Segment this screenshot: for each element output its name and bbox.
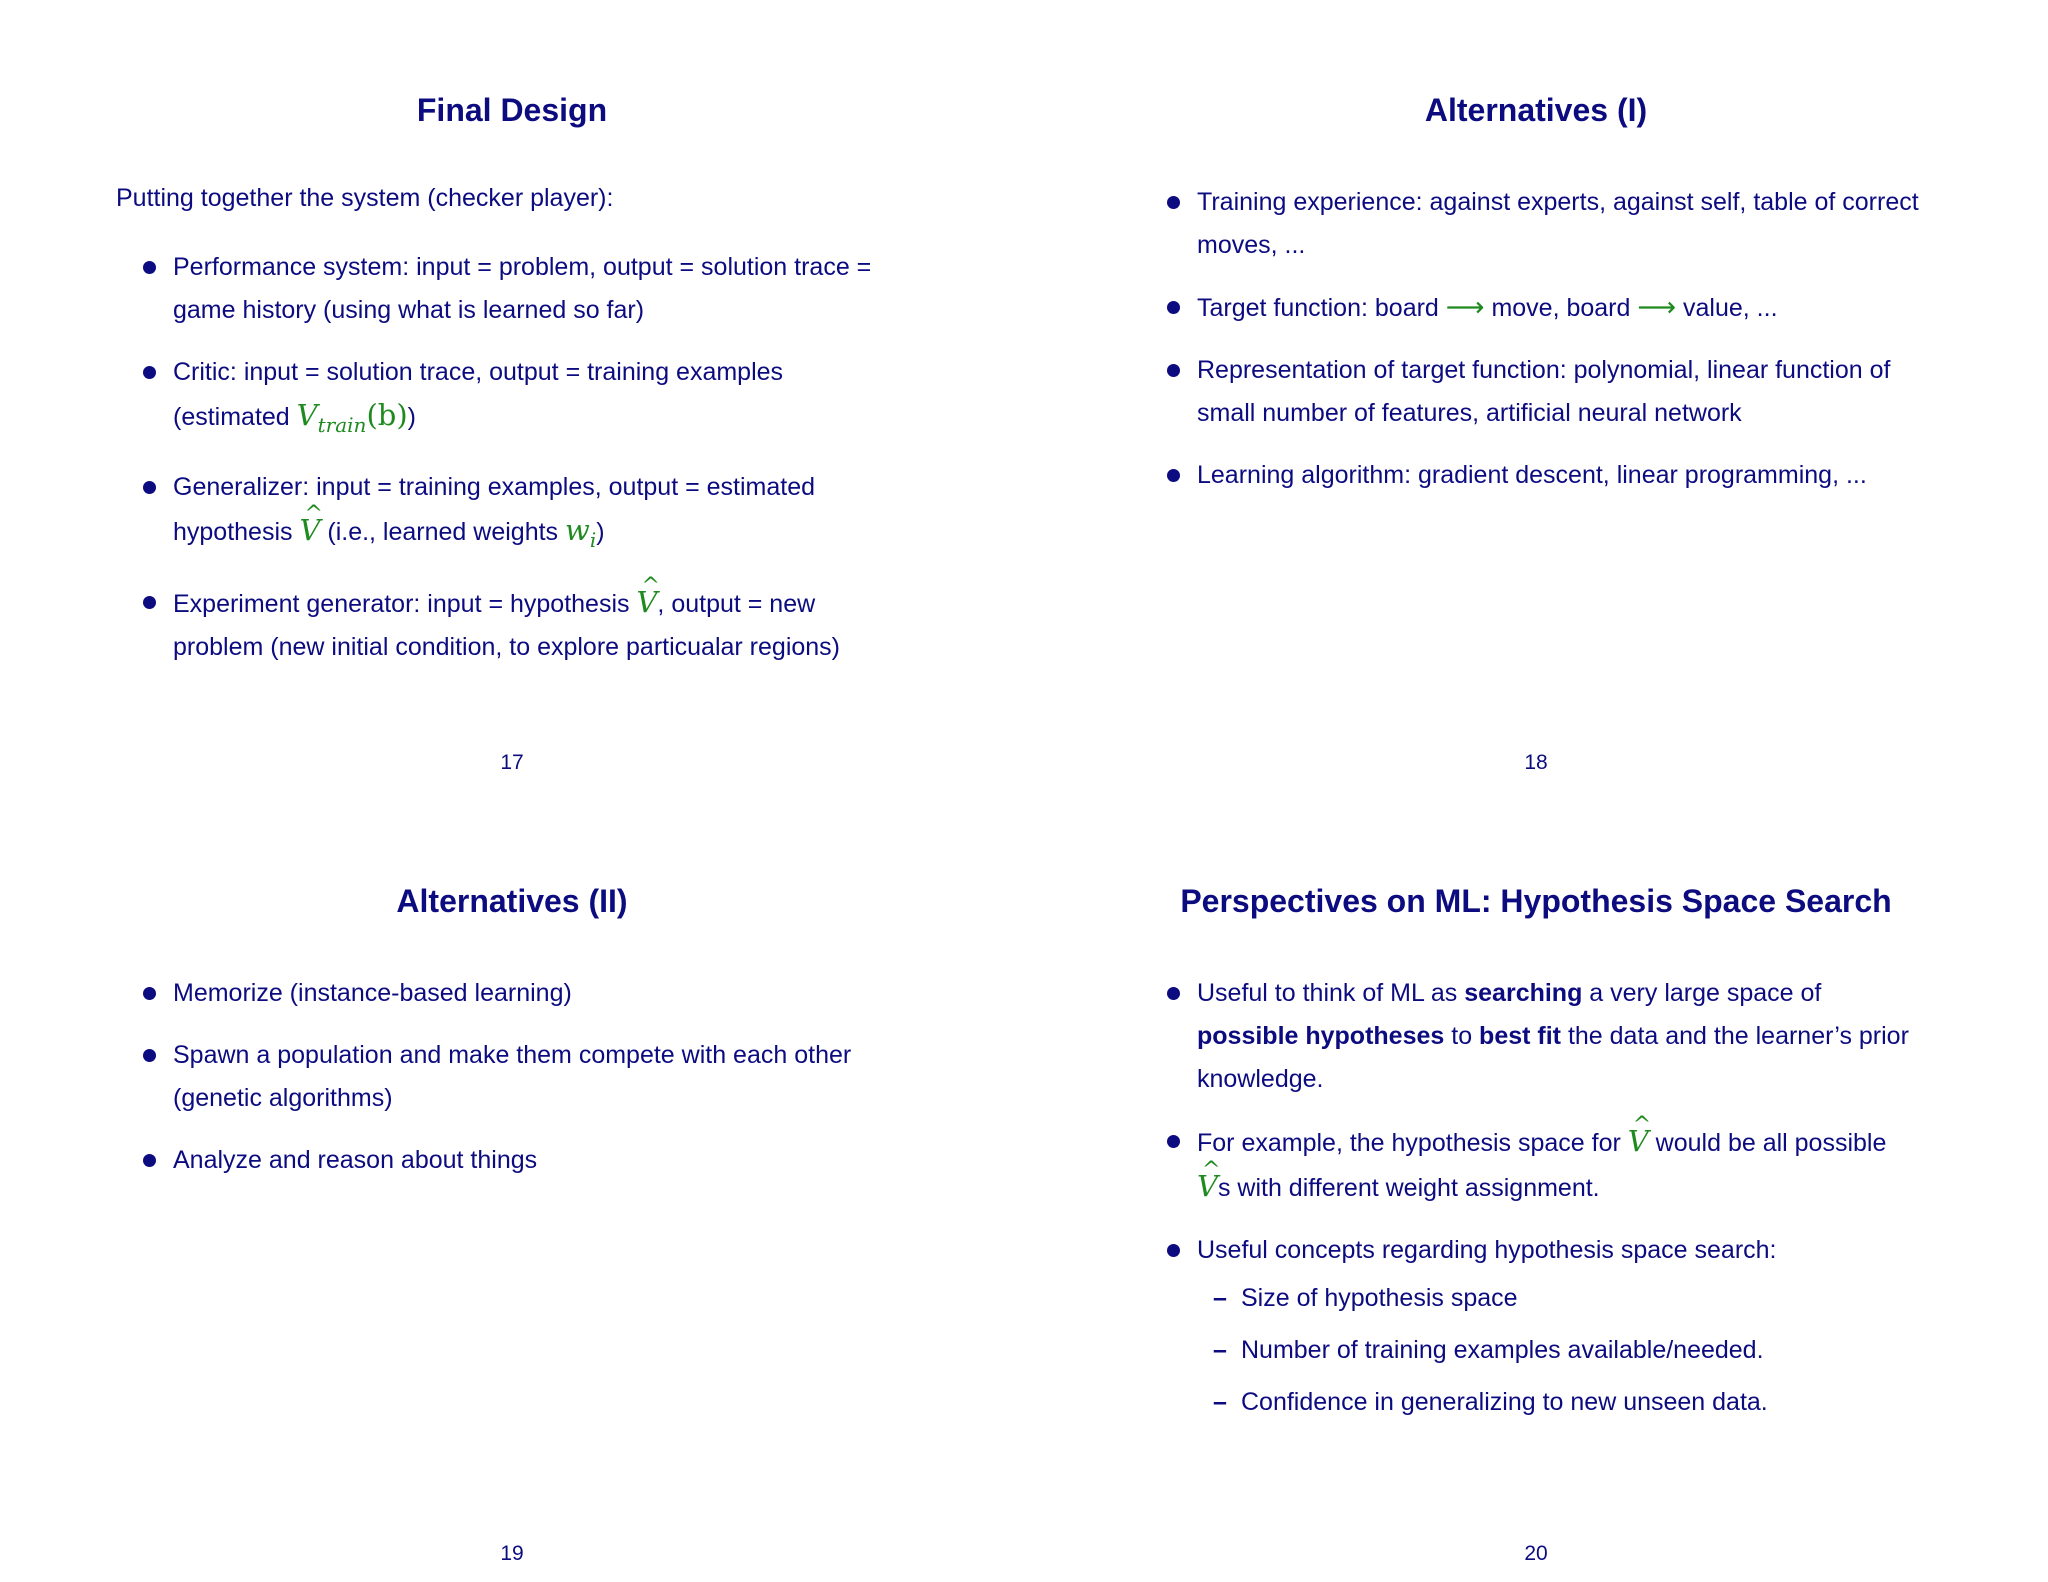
slide-title: Alternatives (I) xyxy=(1424,92,1648,128)
math-v-hat: ^ V xyxy=(1628,1120,1649,1163)
bullet-dot-icon xyxy=(143,366,156,379)
math-v-hat: ^ V xyxy=(299,509,320,552)
bullet-text: game history (using what is learned so far) xyxy=(173,296,645,324)
bullet-text: Performance system: input = problem, output = solution trace = xyxy=(173,253,872,281)
bullet-dot-icon xyxy=(1167,301,1180,314)
slide-title: Perspectives on ML: Hypothesis Space Search xyxy=(1180,883,1892,919)
bullet-dot-icon xyxy=(143,1049,156,1062)
bullet-item: Useful to think of ML as searching a very large space of possible hypotheses to best fit the data and the learner’s prior knowledge. xyxy=(1140,972,2040,1101)
bullet-text: Spawn a population and make them compete with each other xyxy=(173,1041,852,1069)
slide-17-bullets xyxy=(116,246,1016,688)
dash-icon: – xyxy=(1213,1284,1227,1312)
bullet-dot-icon xyxy=(1167,1135,1180,1148)
bullet-dot-icon xyxy=(143,596,156,609)
right-arrow-icon: ⟶ xyxy=(1445,292,1485,322)
page-number: 20 xyxy=(1524,1542,1548,1565)
bullet-text: Training experience: against experts, against self, table of correct xyxy=(1197,188,1919,216)
bullet-dot-icon xyxy=(1167,469,1180,482)
dash-icon: – xyxy=(1213,1336,1227,1364)
bullet-dot-icon xyxy=(143,261,156,274)
math-v-hat: ^ V xyxy=(1197,1165,1218,1208)
math-w-i: $w_i$ xyxy=(565,512,597,552)
bullet-text: small number of features, artificial neural network xyxy=(1197,399,1742,427)
dash-icon: – xyxy=(1213,1388,1227,1416)
bullet-text: Useful concepts regarding hypothesis space search: xyxy=(1197,1236,1777,1264)
bullet-dot-icon xyxy=(1167,1244,1180,1257)
bullet-dot-icon xyxy=(143,481,156,494)
slide-title: Alternatives (II) xyxy=(396,883,628,919)
slide-19-bullets xyxy=(116,972,1016,1201)
bullet-text: Representation of target function: polynomial, linear function of xyxy=(1197,356,1891,384)
slide-20-bullets xyxy=(1140,972,2040,1438)
bullet-dot-icon xyxy=(1167,196,1180,209)
bullet-dot-icon xyxy=(143,1154,156,1167)
bullet-item xyxy=(1140,181,2040,267)
bullet-item xyxy=(116,1139,1016,1182)
bullet-item: Experiment generator: input = hypothesis ^ V, output = new problem (new initial condition, to explore particualar regions) xyxy=(116,581,1016,669)
page-number: 17 xyxy=(500,751,524,774)
bullet-text: Critic: input = solution trace, output = training examples xyxy=(173,358,784,386)
sub-item: – Number of training examples available/needed. xyxy=(1213,1336,1764,1364)
bullet-item xyxy=(1140,454,2040,497)
bullet-text: Generalizer: input = training examples, output = estimated xyxy=(173,472,816,501)
bullet-text: problem (new initial condition, to explore particualar regions) xyxy=(173,632,841,661)
slide-title: Final Design xyxy=(416,92,608,128)
math-v-train: $V_{train}(b)$ xyxy=(296,398,408,437)
bullet-dot-icon xyxy=(1167,987,1180,1000)
right-arrow-icon: ⟶ xyxy=(1637,292,1677,322)
bullet-item xyxy=(1140,349,2040,435)
bullet-text: Analyze and reason about things xyxy=(173,1146,538,1174)
bullet-item xyxy=(1140,1229,2040,1418)
bullet-item: Critic: input = solution trace, output = training examples (estimated $V_{train}(b)$) xyxy=(116,351,1016,447)
bullet-item xyxy=(116,972,1016,1015)
math-v-hat: ^ V xyxy=(636,581,657,624)
slide-18-bullets xyxy=(1140,181,2040,516)
page-number: 18 xyxy=(1524,751,1548,774)
bullet-text: moves, ... xyxy=(1197,231,1306,259)
sub-item: – Confidence in generalizing to new unseen data. xyxy=(1213,1388,1768,1416)
bullet-item xyxy=(116,1034,1016,1120)
bullet-item: For example, the hypothesis space for ^ V would be all possible ^ Vs with different weight assignment. xyxy=(1140,1120,2040,1210)
page-number: 19 xyxy=(500,1542,524,1565)
sub-item: – Size of hypothesis space xyxy=(1213,1284,1518,1312)
bullet-item: Generalizer: input = training examples, output = estimated hypothesis ^ V (i.e., learned weights $w_i$) xyxy=(116,466,1016,562)
bullet-text: Learning algorithm: gradient descent, linear programming, ... xyxy=(1197,461,1867,489)
bullet-dot-icon xyxy=(143,987,156,1000)
bullet-text: (estimated xyxy=(173,403,297,431)
bullet-item xyxy=(116,246,1016,332)
bullet-dot-icon xyxy=(1167,364,1180,377)
bullet-item: Target function: board ⟶ move, board ⟶ value, ... xyxy=(1140,286,2040,330)
bullet-text: Memorize (instance-based learning) xyxy=(173,979,572,1007)
bullet-text: (genetic algorithms) xyxy=(173,1084,393,1112)
slide-intro: Putting together the system (checker player): xyxy=(116,184,614,212)
